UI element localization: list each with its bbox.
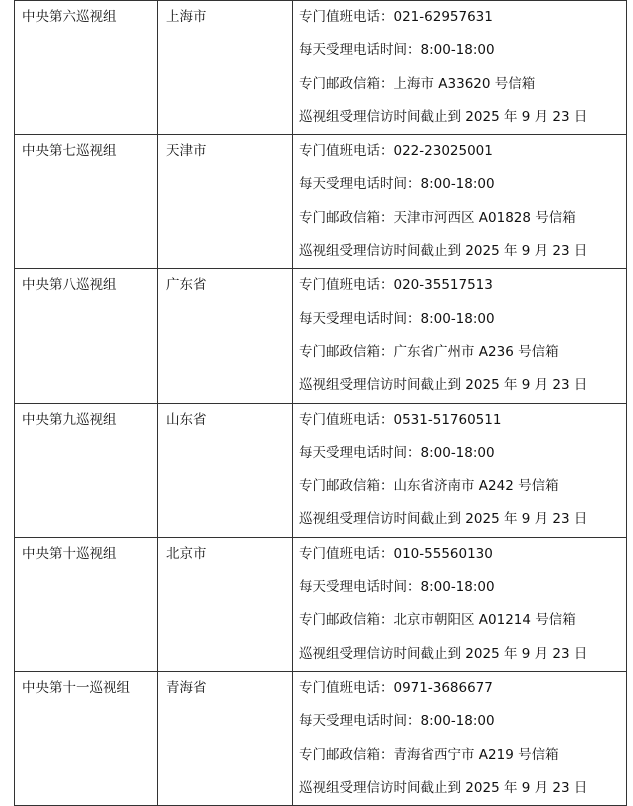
mailbox-line [299,739,626,772]
mailbox-value: 天津市河西区 A01828 号信箱 [393,209,576,226]
mailbox-value: 北京市朝阳区 A01214 号信箱 [393,612,576,629]
deadline-value: 2025 年 9 月 23 日 [465,108,588,125]
region-name: 山东省 [166,411,207,428]
mailbox-value: 广东省广州市 A236 号信箱 [393,343,559,360]
duty-phone-label: 专门值班电话： [299,277,394,294]
phone-hours-label: 每天受理电话时间： [299,444,421,461]
mailbox-line [299,68,626,101]
contact-info-cell [293,403,627,537]
duty-phone-label: 专门值班电话： [299,545,394,562]
duty-phone-line [299,404,626,437]
duty-phone-label: 专门值班电话： [299,411,394,428]
mailbox-value: 山东省济南市 A242 号信箱 [393,478,559,495]
phone-hours-value: 8:00-18:00 [420,713,495,730]
duty-phone-line [299,538,626,571]
duty-phone-line [299,135,626,168]
deadline-label: 巡视组受理信访时间截止到 [299,108,461,125]
mailbox-label: 专门邮政信箱： [299,209,394,226]
mailbox-label: 专门邮政信箱： [299,478,394,495]
group-name: 中央第六巡视组 [22,9,117,25]
contact-info-cell [293,537,627,671]
deadline-value: 2025 年 9 月 23 日 [465,377,588,394]
contact-info-cell [293,135,627,269]
group-name: 中央第八巡视组 [22,277,117,294]
mailbox-line [299,336,626,369]
duty-phone-line [299,1,626,34]
deadline-line [299,503,626,536]
deadline-label: 巡视组受理信访时间截止到 [299,511,461,528]
mailbox-value: 上海市 A33620 号信箱 [393,75,536,92]
phone-hours-value: 8:00-18:00 [420,310,495,327]
inspection-group-table [14,0,627,806]
phone-hours-label: 每天受理电话时间： [299,176,421,193]
phone-hours-value: 8:00-18:00 [420,579,495,596]
duty-phone-label: 专门值班电话： [299,9,394,25]
deadline-line [299,638,626,671]
contact-info-cell [293,269,627,403]
contact-info-cell [293,1,627,135]
group-name-cell [15,269,158,403]
mailbox-line [299,202,626,235]
phone-hours-line [299,303,626,336]
group-name-cell [15,671,158,805]
table-row [15,135,627,269]
mailbox-line [299,604,626,637]
region-name: 广东省 [166,277,207,294]
phone-hours-label: 每天受理电话时间： [299,579,421,596]
region-cell [158,537,293,671]
deadline-line [299,101,626,134]
mailbox-label: 专门邮政信箱： [299,746,394,763]
table-row [15,671,627,805]
phone-hours-line [299,437,626,470]
phone-hours-value: 8:00-18:00 [420,176,495,193]
phone-hours-line [299,571,626,604]
region-name: 青海省 [166,679,207,696]
duty-phone-value: 0971-3686677 [393,679,493,696]
mailbox-label: 专门邮政信箱： [299,343,394,360]
table-row [15,269,627,403]
duty-phone-value: 021-62957631 [393,9,493,25]
phone-hours-line [299,34,626,67]
duty-phone-value: 0531-51760511 [393,411,502,428]
phone-hours-label: 每天受理电话时间： [299,310,421,327]
deadline-label: 巡视组受理信访时间截止到 [299,779,461,796]
duty-phone-line [299,672,626,705]
contact-info-cell [293,671,627,805]
table-row [15,537,627,671]
deadline-line [299,369,626,402]
mailbox-line [299,470,626,503]
region-name: 上海市 [166,9,207,25]
region-cell [158,269,293,403]
region-name: 北京市 [166,545,207,562]
deadline-label: 巡视组受理信访时间截止到 [299,243,461,260]
deadline-value: 2025 年 9 月 23 日 [465,779,588,796]
group-name: 中央第十巡视组 [22,545,117,562]
table-row [15,403,627,537]
group-name-cell [15,537,158,671]
group-name-cell [15,1,158,135]
deadline-line [299,772,626,805]
duty-phone-value: 022-23025001 [393,143,493,160]
region-cell [158,1,293,135]
phone-hours-line [299,705,626,738]
table-body [15,1,627,806]
group-name-cell [15,403,158,537]
phone-hours-label: 每天受理电话时间： [299,713,421,730]
region-cell [158,403,293,537]
deadline-value: 2025 年 9 月 23 日 [465,243,588,260]
phone-hours-value: 8:00-18:00 [420,444,495,461]
duty-phone-value: 010-55560130 [393,545,493,562]
phone-hours-line [299,168,626,201]
region-cell [158,671,293,805]
deadline-value: 2025 年 9 月 23 日 [465,645,588,662]
region-name: 天津市 [166,143,207,160]
duty-phone-label: 专门值班电话： [299,143,394,160]
deadline-value: 2025 年 9 月 23 日 [465,511,588,528]
mailbox-value: 青海省西宁市 A219 号信箱 [393,746,559,763]
duty-phone-label: 专门值班电话： [299,679,394,696]
mailbox-label: 专门邮政信箱： [299,612,394,629]
deadline-label: 巡视组受理信访时间截止到 [299,645,461,662]
mailbox-label: 专门邮政信箱： [299,75,394,92]
group-name-cell [15,135,158,269]
duty-phone-line [299,269,626,302]
group-name: 中央第十一巡视组 [22,679,130,696]
table-row [15,1,627,135]
group-name: 中央第九巡视组 [22,411,117,428]
deadline-line [299,235,626,268]
deadline-label: 巡视组受理信访时间截止到 [299,377,461,394]
phone-hours-value: 8:00-18:00 [420,42,495,59]
group-name: 中央第七巡视组 [22,143,117,160]
duty-phone-value: 020-35517513 [393,277,493,294]
region-cell [158,135,293,269]
phone-hours-label: 每天受理电话时间： [299,42,421,59]
